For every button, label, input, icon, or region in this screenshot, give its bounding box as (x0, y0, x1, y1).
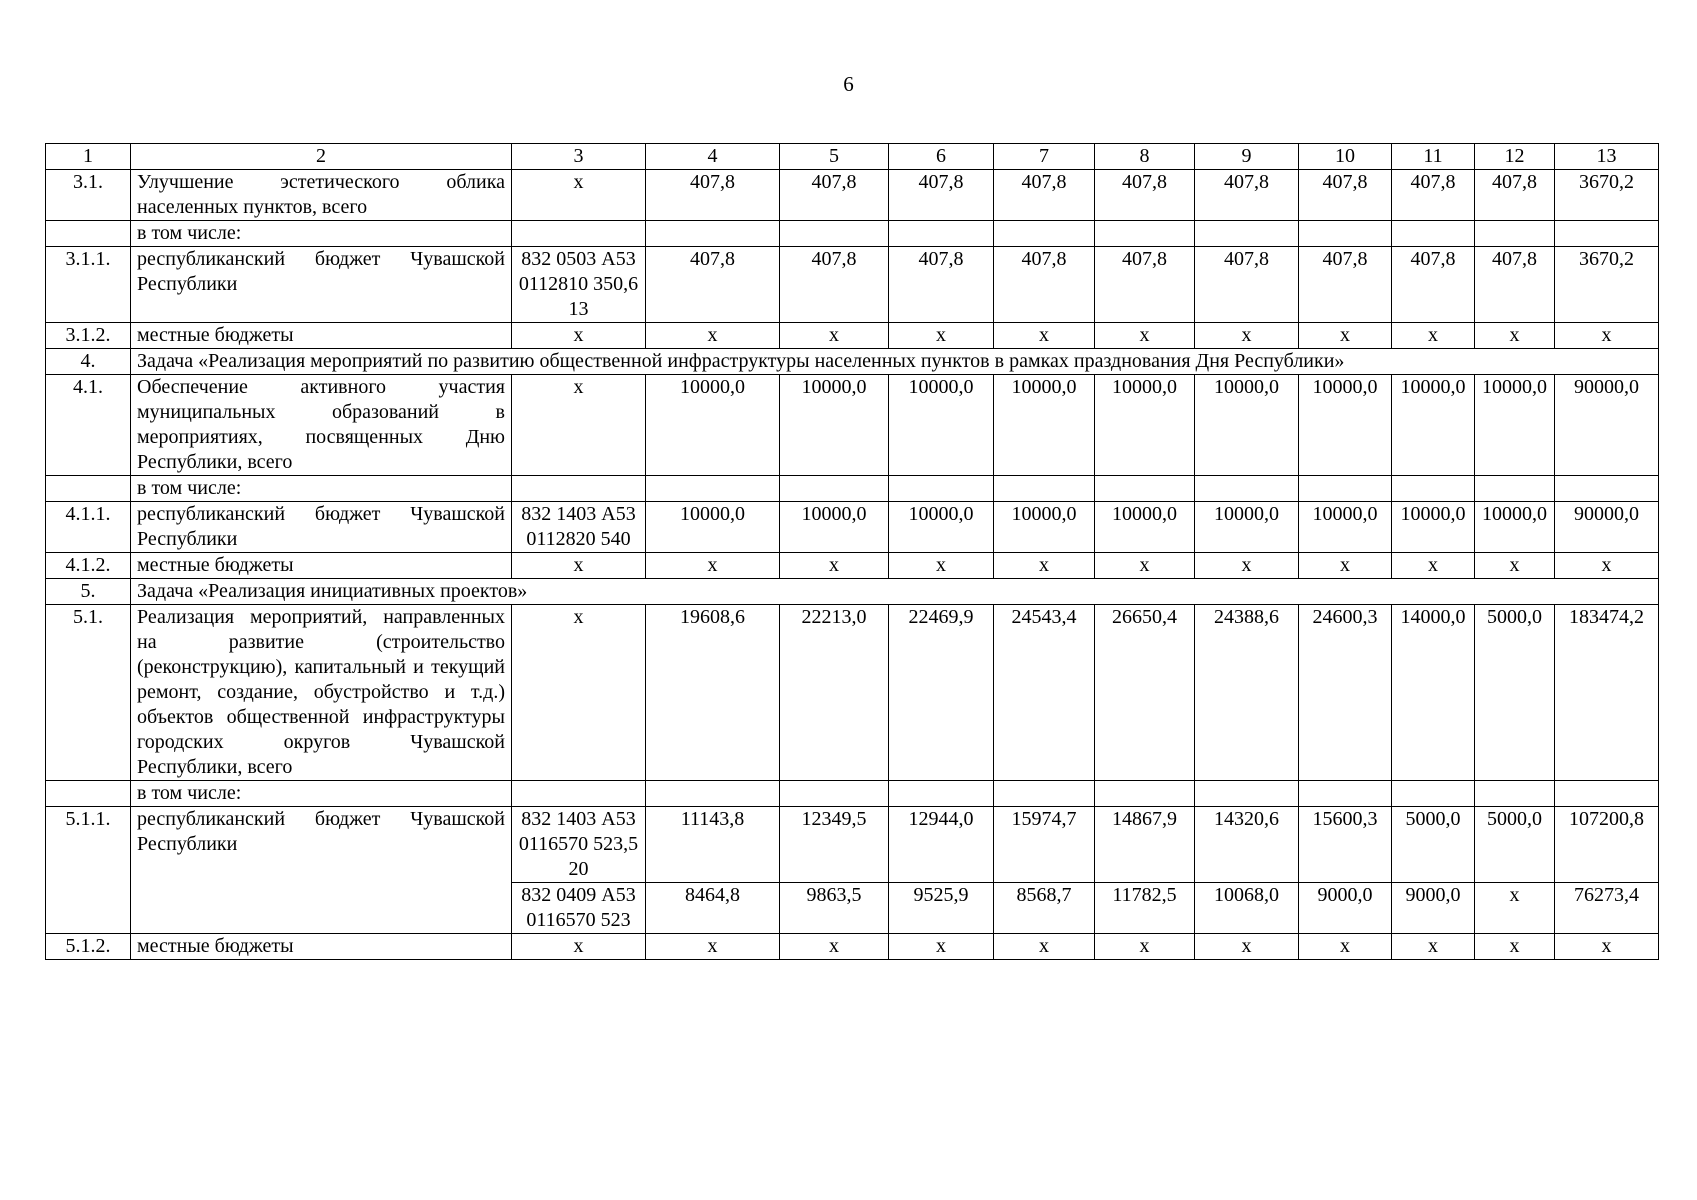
table-row (46, 883, 1659, 934)
financing-value: 15974,7 (994, 807, 1095, 883)
empty-cell (1475, 476, 1555, 502)
budget-classification-code: x (512, 553, 646, 579)
budget-classification-code: x (512, 605, 646, 781)
financing-value: 10000,0 (646, 375, 780, 476)
financing-value: 407,8 (994, 247, 1095, 323)
financing-value: x (994, 323, 1095, 349)
financing-value: 5000,0 (1475, 605, 1555, 781)
row-number (46, 476, 131, 502)
empty-cell (1475, 221, 1555, 247)
empty-cell (1299, 221, 1392, 247)
financing-value: x (1555, 934, 1659, 960)
financing-value: 5000,0 (1392, 807, 1475, 883)
financing-value: 407,8 (1392, 170, 1475, 221)
financing-value: 9000,0 (1392, 883, 1475, 934)
financing-value: x (1555, 553, 1659, 579)
financing-value: 183474,2 (1555, 605, 1659, 781)
column-number-header: 5 (780, 144, 889, 170)
budget-classification-code: 832 1403 А530116570 523,520 (512, 807, 646, 883)
financing-value: 10000,0 (1299, 375, 1392, 476)
financing-value: x (1392, 553, 1475, 579)
item-name: Обеспечение активного участия муниципальных образований в мероприятиях, посвященных Дню Республики, всего (131, 375, 512, 476)
financing-value: 10000,0 (1475, 502, 1555, 553)
budget-table (45, 143, 1659, 960)
financing-value: x (1475, 934, 1555, 960)
financing-value: x (1299, 553, 1392, 579)
empty-cell (646, 476, 780, 502)
empty-cell (1392, 476, 1475, 502)
financing-value: 10000,0 (1299, 502, 1392, 553)
table-row (46, 170, 1659, 221)
subtotal-label-row (46, 221, 1659, 247)
empty-cell (1475, 781, 1555, 807)
financing-value: 407,8 (889, 170, 994, 221)
empty-cell (889, 476, 994, 502)
row-number: 5. (46, 579, 131, 605)
financing-value: 24600,3 (1299, 605, 1392, 781)
empty-cell (994, 476, 1095, 502)
financing-value: 407,8 (1095, 247, 1195, 323)
financing-value: 10000,0 (1392, 502, 1475, 553)
column-number-header: 1 (46, 144, 131, 170)
financing-value: 407,8 (994, 170, 1095, 221)
table-row (46, 605, 1659, 781)
empty-cell (1299, 781, 1392, 807)
empty-cell (780, 781, 889, 807)
empty-cell (1392, 221, 1475, 247)
financing-value: 10000,0 (780, 375, 889, 476)
empty-cell (1195, 221, 1299, 247)
item-name: республиканский бюджет Чувашской Республики (131, 502, 512, 553)
empty-cell (889, 781, 994, 807)
subtotal-label: в том числе: (131, 476, 512, 502)
table-row (46, 375, 1659, 476)
financing-value: x (646, 323, 780, 349)
task-row (46, 349, 1659, 375)
budget-classification-code: 832 1403 А530112820 540 (512, 502, 646, 553)
row-number: 3.1.2. (46, 323, 131, 349)
financing-value: 3670,2 (1555, 170, 1659, 221)
column-number-header: 4 (646, 144, 780, 170)
item-name: республиканский бюджет Чувашской Республики (131, 247, 512, 323)
table-row (46, 553, 1659, 579)
row-number: 3.1.1. (46, 247, 131, 323)
item-name: республиканский бюджет Чувашской Республики (131, 807, 512, 883)
financing-value: x (1095, 934, 1195, 960)
financing-value: 407,8 (780, 170, 889, 221)
financing-value: 407,8 (1095, 170, 1195, 221)
column-number-header: 2 (131, 144, 512, 170)
financing-value: 24543,4 (994, 605, 1095, 781)
row-number: 4.1.2. (46, 553, 131, 579)
item-name: местные бюджеты (131, 934, 512, 960)
row-number: 4. (46, 349, 131, 375)
empty-cell (1555, 781, 1659, 807)
financing-value: 8568,7 (994, 883, 1095, 934)
financing-value: 407,8 (780, 247, 889, 323)
financing-value: 11143,8 (646, 807, 780, 883)
column-number-header: 8 (1095, 144, 1195, 170)
budget-classification-code: x (512, 323, 646, 349)
financing-value: x (1475, 883, 1555, 934)
empty-cell (1299, 476, 1392, 502)
financing-value: 22213,0 (780, 605, 889, 781)
financing-value: x (1299, 323, 1392, 349)
row-number (46, 883, 131, 934)
financing-value: x (1555, 323, 1659, 349)
item-name (131, 883, 512, 934)
empty-cell (889, 221, 994, 247)
empty-cell (512, 781, 646, 807)
financing-value: 10000,0 (994, 502, 1095, 553)
empty-cell (1392, 781, 1475, 807)
column-number-header: 9 (1195, 144, 1299, 170)
financing-value: 14867,9 (1095, 807, 1195, 883)
financing-value: 407,8 (1299, 170, 1392, 221)
budget-classification-code: x (512, 375, 646, 476)
financing-value: 10000,0 (1095, 375, 1195, 476)
row-number: 4.1. (46, 375, 131, 476)
financing-value: 10000,0 (1195, 375, 1299, 476)
empty-cell (780, 221, 889, 247)
financing-value: 407,8 (889, 247, 994, 323)
row-number: 5.1.1. (46, 807, 131, 883)
financing-value: 10068,0 (1195, 883, 1299, 934)
financing-value: x (780, 934, 889, 960)
financing-value: 407,8 (646, 170, 780, 221)
financing-value: 76273,4 (1555, 883, 1659, 934)
financing-value: x (646, 553, 780, 579)
column-number-header: 10 (1299, 144, 1392, 170)
empty-cell (646, 221, 780, 247)
header-row (46, 144, 1659, 170)
financing-value: x (1475, 553, 1555, 579)
financing-value: x (780, 323, 889, 349)
item-name: местные бюджеты (131, 323, 512, 349)
table-row (46, 807, 1659, 883)
financing-value: 407,8 (1195, 170, 1299, 221)
financing-value: 10000,0 (646, 502, 780, 553)
row-number (46, 781, 131, 807)
subtotal-label: в том числе: (131, 221, 512, 247)
row-number: 5.1.2. (46, 934, 131, 960)
financing-value: x (1195, 934, 1299, 960)
item-name: Реализация мероприятий, направленных на развитие (строительство (реконструкцию), капитальный и текущий ремонт, создание, обустройство и т.д.) объектов общественной инфраструктуры городских округов Чувашской Республики, всего (131, 605, 512, 781)
financing-value: x (994, 934, 1095, 960)
financing-value: 26650,4 (1095, 605, 1195, 781)
item-name: местные бюджеты (131, 553, 512, 579)
task-title: Задача «Реализация инициативных проектов» (131, 579, 1659, 605)
empty-cell (512, 476, 646, 502)
empty-cell (1095, 221, 1195, 247)
financing-value: 9525,9 (889, 883, 994, 934)
financing-value: 3670,2 (1555, 247, 1659, 323)
empty-cell (1095, 476, 1195, 502)
financing-value: 22469,9 (889, 605, 994, 781)
financing-value: 9000,0 (1299, 883, 1392, 934)
task-row (46, 579, 1659, 605)
financing-value: 90000,0 (1555, 502, 1659, 553)
column-number-header: 6 (889, 144, 994, 170)
financing-value: 5000,0 (1475, 807, 1555, 883)
budget-classification-code: x (512, 170, 646, 221)
financing-value: 10000,0 (889, 502, 994, 553)
financing-value: 407,8 (1475, 247, 1555, 323)
empty-cell (646, 781, 780, 807)
financing-value: x (1095, 553, 1195, 579)
financing-value: x (889, 553, 994, 579)
empty-cell (1555, 221, 1659, 247)
financing-value: x (1392, 934, 1475, 960)
financing-value: 107200,8 (1555, 807, 1659, 883)
financing-value: 407,8 (1195, 247, 1299, 323)
financing-value: 11782,5 (1095, 883, 1195, 934)
financing-value: 12349,5 (780, 807, 889, 883)
budget-classification-code: x (512, 934, 646, 960)
financing-value: x (1195, 323, 1299, 349)
column-number-header: 7 (994, 144, 1095, 170)
financing-value: 407,8 (1392, 247, 1475, 323)
financing-value: x (1195, 553, 1299, 579)
row-number: 4.1.1. (46, 502, 131, 553)
financing-value: 10000,0 (1392, 375, 1475, 476)
column-number-header: 12 (1475, 144, 1555, 170)
empty-cell (1555, 476, 1659, 502)
page-number: 6 (843, 72, 854, 96)
empty-cell (994, 221, 1095, 247)
empty-cell (1195, 781, 1299, 807)
empty-cell (1095, 781, 1195, 807)
financing-value: 12944,0 (889, 807, 994, 883)
financing-value: x (780, 553, 889, 579)
financing-value: x (646, 934, 780, 960)
empty-cell (994, 781, 1095, 807)
financing-value: 407,8 (1299, 247, 1392, 323)
financing-value: 15600,3 (1299, 807, 1392, 883)
column-number-header: 11 (1392, 144, 1475, 170)
financing-value: x (1299, 934, 1392, 960)
table-body (46, 170, 1659, 960)
table-row (46, 247, 1659, 323)
financing-value: 24388,6 (1195, 605, 1299, 781)
financing-value: x (1475, 323, 1555, 349)
row-number (46, 221, 131, 247)
financing-value: 14320,6 (1195, 807, 1299, 883)
column-number-header: 3 (512, 144, 646, 170)
column-number-header: 13 (1555, 144, 1659, 170)
financing-value: 10000,0 (994, 375, 1095, 476)
financing-value: x (889, 934, 994, 960)
subtotal-label-row (46, 781, 1659, 807)
financing-value: 19608,6 (646, 605, 780, 781)
financing-value: 407,8 (1475, 170, 1555, 221)
budget-classification-code: 832 0409 А530116570 523 (512, 883, 646, 934)
financing-value: 10000,0 (1195, 502, 1299, 553)
financing-value: 8464,8 (646, 883, 780, 934)
table-row (46, 934, 1659, 960)
subtotal-label-row (46, 476, 1659, 502)
financing-value: 10000,0 (1095, 502, 1195, 553)
financing-value: x (1095, 323, 1195, 349)
financing-value: 10000,0 (889, 375, 994, 476)
empty-cell (512, 221, 646, 247)
table-row (46, 502, 1659, 553)
financing-value: x (1392, 323, 1475, 349)
financing-value: x (889, 323, 994, 349)
financing-value: 10000,0 (1475, 375, 1555, 476)
financing-value: 90000,0 (1555, 375, 1659, 476)
item-name: Улучшение эстетического облика населенных пунктов, всего (131, 170, 512, 221)
financing-value: x (994, 553, 1095, 579)
financing-value: 10000,0 (780, 502, 889, 553)
financing-value: 407,8 (646, 247, 780, 323)
financing-value: 14000,0 (1392, 605, 1475, 781)
financing-value: 9863,5 (780, 883, 889, 934)
table-row (46, 323, 1659, 349)
row-number: 5.1. (46, 605, 131, 781)
task-title: Задача «Реализация мероприятий по развитию общественной инфраструктуры населенных пунктов в рамках празднования Дня Республики» (131, 349, 1659, 375)
budget-classification-code: 832 0503 А530112810 350,613 (512, 247, 646, 323)
subtotal-label: в том числе: (131, 781, 512, 807)
empty-cell (780, 476, 889, 502)
row-number: 3.1. (46, 170, 131, 221)
empty-cell (1195, 476, 1299, 502)
